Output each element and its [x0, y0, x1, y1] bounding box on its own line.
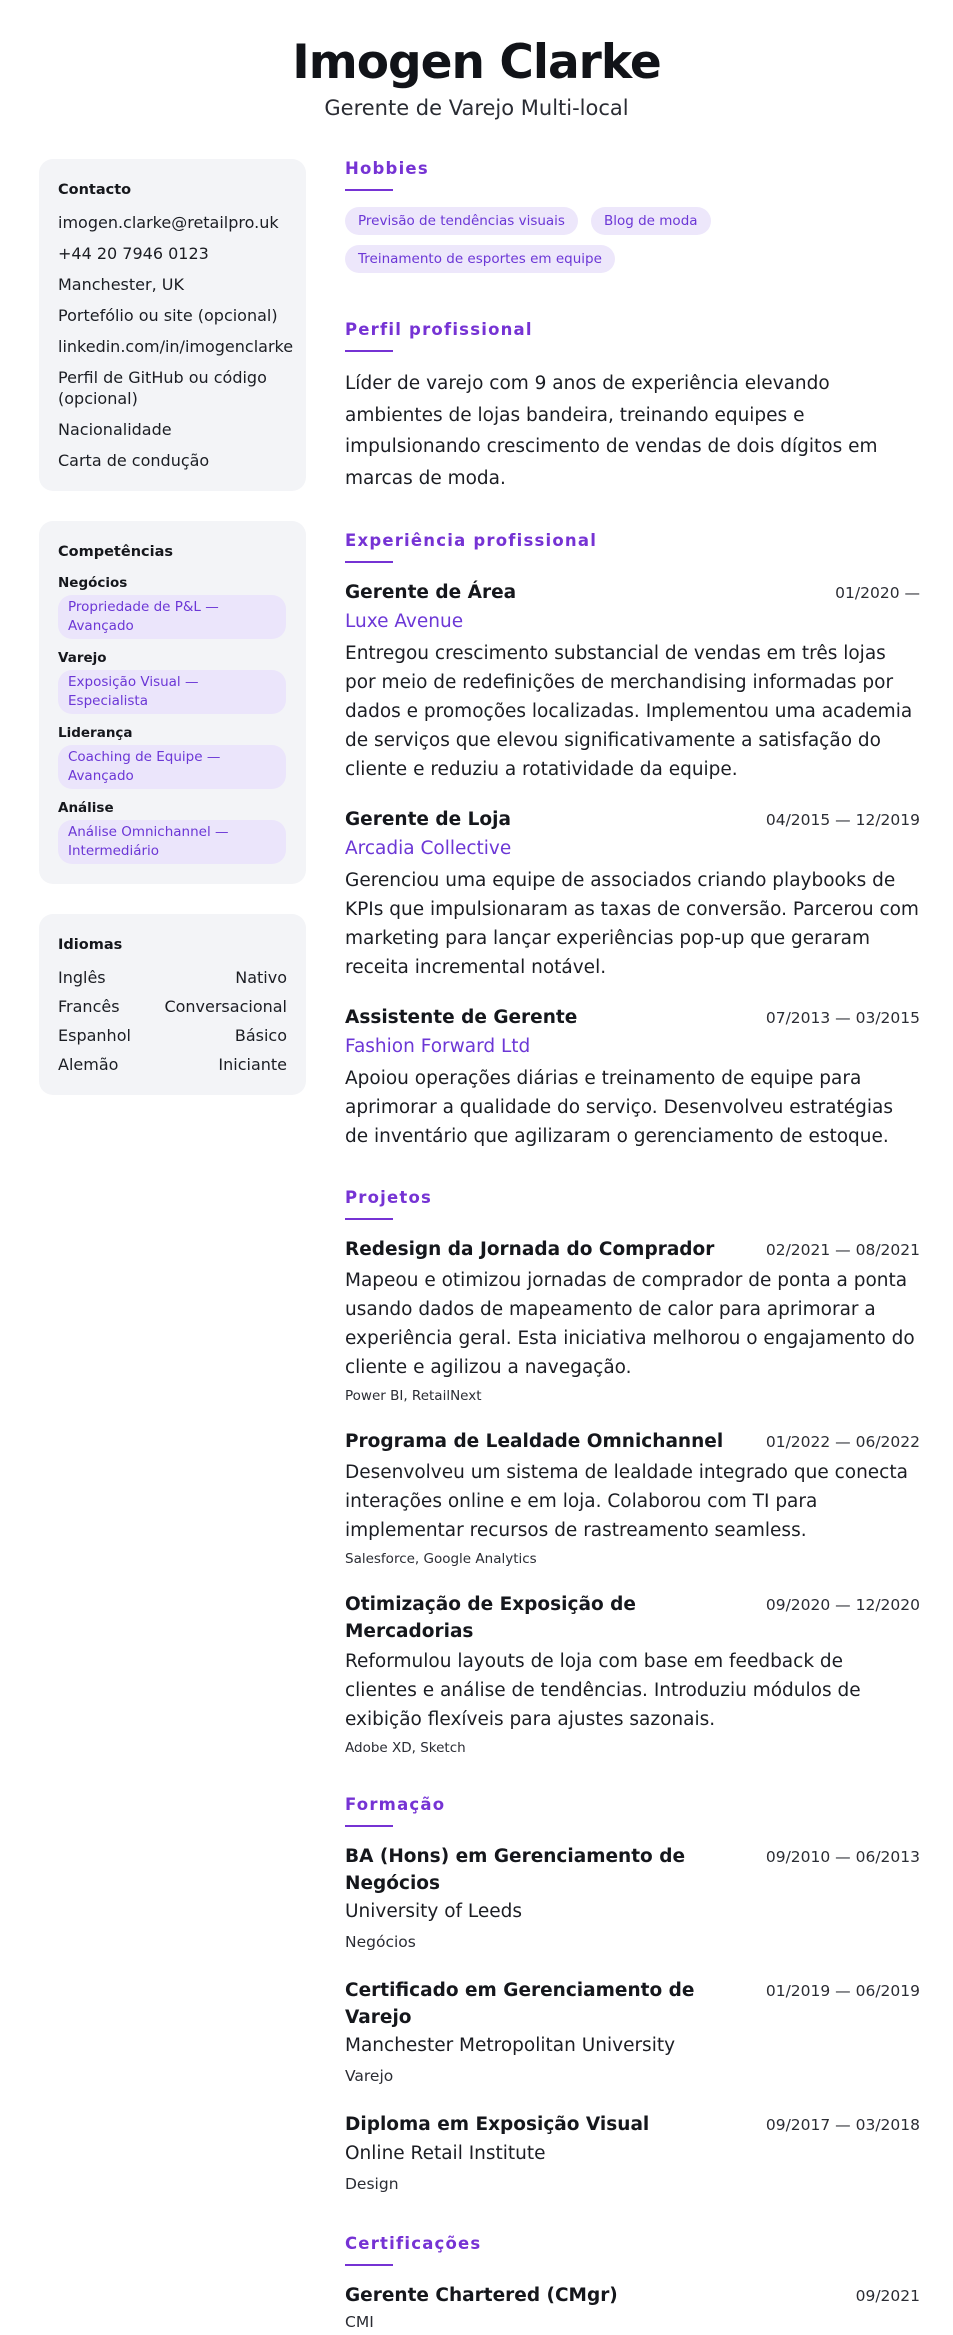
project-name: Redesign da Jornada do Comprador: [345, 1239, 715, 1260]
section-title-projects: Projetos: [345, 1188, 433, 1207]
skill-group: [58, 799, 287, 864]
language-level: Iniciante: [218, 1055, 287, 1074]
degree-dates: 09/2010 — 06/2013: [765, 1848, 920, 1866]
contact-nationality: Nacionalidade: [58, 420, 172, 439]
company-name: Arcadia Collective: [345, 838, 512, 859]
language-name: Inglês: [58, 968, 106, 987]
project-entry: [345, 1236, 920, 1406]
contact-location: Manchester, UK: [58, 275, 184, 294]
job-title: Gerente de Área: [345, 582, 517, 603]
section-title-profile: Perfil profissional: [345, 320, 533, 339]
certification-entry: [345, 2282, 920, 2334]
section-title-education: Formação: [345, 1795, 446, 1814]
language-row: [58, 1054, 287, 1075]
profile-section: [345, 319, 920, 494]
section-title-hobbies: Hobbies: [345, 159, 429, 178]
section-divider: [345, 2264, 393, 2266]
skill-category: Análise: [58, 800, 114, 816]
language-row: [58, 996, 287, 1017]
section-divider: [345, 1825, 393, 1827]
contact-portfolio[interactable]: Portefólio ou site (opcional): [58, 306, 278, 325]
job-description: Entregou crescimento substancial de vendas em três lojas por meio de redefinições de merchandising informadas por dados e promoções localizadas. Implementou uma academia de serviços que elevou significativamente a satisfação do cliente e reduziu a rotatividade da equipe.: [345, 643, 913, 780]
job-dates: 01/2020 —: [835, 584, 920, 602]
language-name: Espanhol: [58, 1026, 131, 1045]
section-title-experience: Experiência profissional: [345, 531, 598, 550]
contact-email[interactable]: imogen.clarke@retailpro.uk: [58, 213, 279, 232]
entry-header: [345, 1591, 920, 1645]
skill-group: [58, 649, 287, 714]
section-divider: [345, 561, 393, 563]
section-divider: [345, 350, 393, 352]
project-description: Mapeou e otimizou jornadas de comprador de ponta a ponta usando dados de mapeamento de calor para aprimorar a experiência geral. Esta iniciativa melhorou o engajamento do cliente e agilizou a navegação.: [345, 1270, 915, 1378]
study-field: Negócios: [345, 1933, 416, 1951]
project-tools: Salesforce, Google Analytics: [345, 1551, 537, 1567]
section-title-certifications: Certificações: [345, 2234, 482, 2253]
languages-title: Idiomas: [58, 937, 123, 953]
hobby-pill: Previsão de tendências visuais: [345, 207, 578, 235]
study-field: Design: [345, 2175, 399, 2193]
profile-summary: Líder de varejo com 9 anos de experiência elevando ambientes de lojas bandeira, treinando equipes e impulsionando crescimento de vendas de dois dígitos em marcas de moda.: [345, 373, 878, 489]
contact-github[interactable]: Perfil de GitHub ou código (opcional): [58, 368, 267, 408]
job-title: Assistente de Gerente: [345, 1007, 578, 1028]
study-field: Varejo: [345, 2067, 394, 2085]
certification-name: Gerente Chartered (CMgr): [345, 2285, 618, 2306]
job-title: Gerente de Loja: [345, 809, 511, 830]
project-tools: Adobe XD, Sketch: [345, 1740, 466, 1756]
entry-header: [345, 2282, 920, 2310]
skill-group: [58, 574, 287, 639]
hobby-pill: Treinamento de esportes em equipe: [345, 245, 615, 273]
education-entry: [345, 1977, 920, 2089]
language-row: [58, 967, 287, 988]
job-description: Gerenciou uma equipe de associados criando playbooks de KPIs que impulsionaram as taxas de conversão. Parcerou com marketing para lançar experiências pop-up que geraram receita incremental notável.: [345, 870, 919, 978]
entry-header: [345, 579, 920, 607]
language-name: Alemão: [58, 1055, 119, 1074]
entry-header: [345, 1004, 920, 1032]
contact-card: [39, 159, 306, 491]
candidate-role: Gerente de Varejo Multi-local: [324, 96, 629, 120]
project-name: Otimização de Exposição de Mercadorias: [345, 1594, 636, 1642]
language-level: Básico: [234, 1026, 287, 1045]
skill-pill: Propriedade de P&L — Avançado: [58, 595, 286, 639]
experience-entry: [345, 806, 920, 982]
entry-header: [345, 1428, 920, 1456]
degree-name: Diploma em Exposição Visual: [345, 2114, 650, 2135]
institution-name: Manchester Metropolitan University: [345, 2035, 676, 2056]
institution-name: Online Retail Institute: [345, 2143, 546, 2164]
entry-header: [345, 1977, 920, 2031]
certification-issuer: CMI: [345, 2313, 374, 2331]
experience-entry: [345, 579, 920, 784]
entry-header: [345, 806, 920, 834]
language-level: Conversacional: [164, 997, 287, 1016]
projects-section: [345, 1187, 920, 1758]
experience-entry: [345, 1004, 920, 1151]
skill-category: Varejo: [58, 650, 107, 666]
languages-card: [39, 914, 306, 1095]
job-description: Apoiou operações diárias e treinamento de equipe para aprimorar a qualidade do serviço. Desenvolveu estratégias de inventário que agilizaram o gerenciamento de estoque.: [345, 1068, 893, 1147]
certification-date: 09/2021: [855, 2287, 920, 2305]
project-description: Desenvolveu um sistema de lealdade integrado que conecta interações online e em loja. Colaborou com TI para implementar recursos de rastreamento seamless.: [345, 1462, 908, 1541]
company-name: Luxe Avenue: [345, 611, 464, 632]
language-name: Francês: [58, 997, 120, 1016]
company-name: Fashion Forward Ltd: [345, 1036, 531, 1057]
entry-header: [345, 1236, 920, 1264]
skills-card: [39, 521, 306, 884]
skill-pill: Exposição Visual — Especialista: [58, 670, 286, 714]
project-tools: Power BI, RetailNext: [345, 1388, 482, 1404]
degree-name: BA (Hons) em Gerenciamento de Negócios: [345, 1846, 685, 1894]
certifications-section: [345, 2233, 920, 2334]
job-dates: 04/2015 — 12/2019: [765, 811, 920, 829]
section-divider: [345, 1218, 393, 1220]
skill-group: [58, 724, 287, 789]
language-row: [58, 1025, 287, 1046]
skill-category: Negócios: [58, 575, 128, 591]
section-divider: [345, 189, 393, 191]
entry-header: [345, 2111, 920, 2139]
candidate-name: Imogen Clarke: [292, 35, 661, 90]
sidebar: [39, 159, 306, 1125]
experience-section: [345, 530, 920, 1151]
language-level: Nativo: [235, 968, 287, 987]
resume-header: [0, 34, 953, 123]
education-entry: [345, 2111, 920, 2197]
main-content: [345, 158, 920, 2335]
project-description: Reformulou layouts de loja com base em feedback de clientes e análise de tendências. Introduziu módulos de exibição flexíveis para ajustes sazonais.: [345, 1651, 861, 1730]
education-section: [345, 1794, 920, 2197]
skill-pill: Análise Omnichannel — Intermediário: [58, 820, 286, 864]
contact-linkedin[interactable]: linkedin.com/in/imogenclarke: [58, 337, 294, 356]
degree-dates: 01/2019 — 06/2019: [765, 1982, 920, 2000]
project-entry: [345, 1428, 920, 1569]
skills-title: Competências: [58, 544, 173, 560]
skill-category: Liderança: [58, 725, 133, 741]
project-dates: 02/2021 — 08/2021: [765, 1241, 920, 1259]
project-dates: 09/2020 — 12/2020: [765, 1596, 920, 1614]
education-entry: [345, 1843, 920, 1955]
project-dates: 01/2022 — 06/2022: [765, 1433, 920, 1451]
institution-name: University of Leeds: [345, 1901, 523, 1922]
hobbies-section: [345, 158, 920, 283]
hobby-pill: Blog de moda: [591, 207, 711, 235]
project-entry: [345, 1591, 920, 1758]
skill-pill: Coaching de Equipe — Avançado: [58, 745, 286, 789]
contact-driving-licence: Carta de condução: [58, 451, 210, 470]
contact-title: Contacto: [58, 182, 132, 198]
project-name: Programa de Lealdade Omnichannel: [345, 1431, 724, 1452]
degree-dates: 09/2017 — 03/2018: [765, 2116, 920, 2134]
job-dates: 07/2013 — 03/2015: [765, 1009, 920, 1027]
entry-header: [345, 1843, 920, 1897]
contact-phone: +44 20 7946 0123: [58, 244, 209, 263]
hobby-list: [345, 207, 920, 283]
degree-name: Certificado em Gerenciamento de Varejo: [345, 1980, 695, 2028]
